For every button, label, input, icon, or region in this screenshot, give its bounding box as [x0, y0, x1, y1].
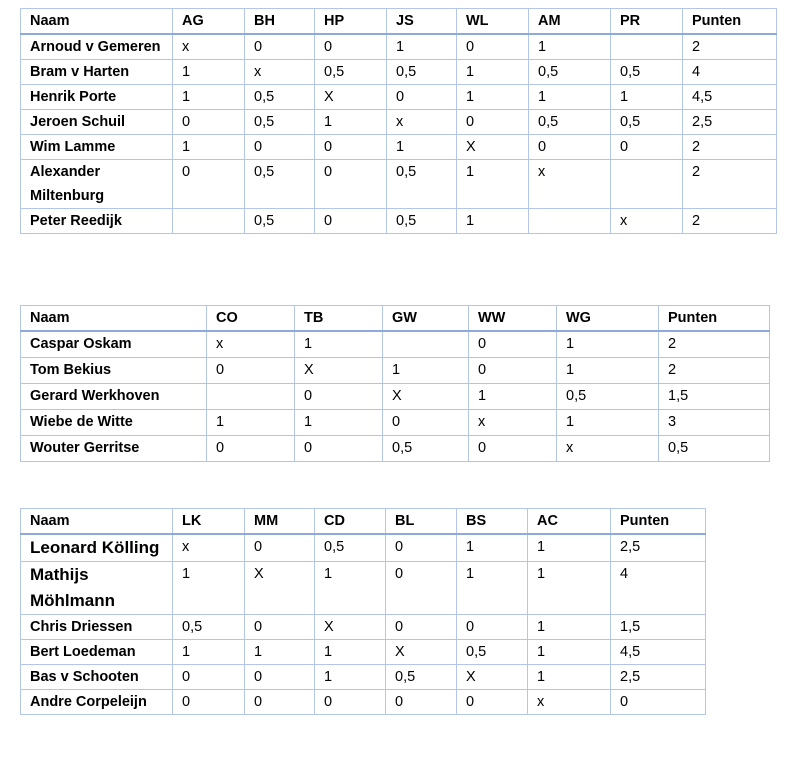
- score-cell: 0,5: [387, 160, 457, 209]
- table-row: [21, 358, 770, 384]
- score-cell: 0: [315, 135, 387, 160]
- player-name-cell: Peter Reedijk: [21, 209, 173, 234]
- score-cell: X: [315, 85, 387, 110]
- score-cell: [173, 209, 245, 234]
- player-name-cell: Caspar Oskam: [21, 331, 207, 358]
- table-header: [21, 9, 777, 35]
- score-cell: X: [295, 358, 383, 384]
- score-cell: 0: [173, 690, 245, 715]
- column-header-opponent: JS: [387, 9, 457, 35]
- score-cell: 0,5: [315, 534, 386, 562]
- score-cell: 0: [383, 410, 469, 436]
- column-header-opponent: PR: [611, 9, 683, 35]
- score-cell: x: [529, 160, 611, 209]
- points-cell: 2,5: [611, 534, 706, 562]
- table-row: [21, 562, 706, 615]
- score-cell: X: [383, 384, 469, 410]
- score-cell: 0,5: [173, 615, 245, 640]
- score-cell: 0,5: [387, 60, 457, 85]
- score-cell: X: [315, 615, 386, 640]
- score-cell: 1: [457, 534, 528, 562]
- score-cell: 0: [611, 135, 683, 160]
- score-cell: 1: [557, 358, 659, 384]
- score-cell: 1: [529, 85, 611, 110]
- table-row: [21, 615, 706, 640]
- score-cell: X: [386, 640, 457, 665]
- score-cell: 0: [173, 160, 245, 209]
- points-cell: 2: [683, 34, 777, 60]
- column-header-opponent: BL: [386, 509, 457, 535]
- standings-table-3: [20, 508, 706, 715]
- score-cell: 1: [457, 562, 528, 615]
- score-cell: 0: [315, 34, 387, 60]
- player-name-cell: Wiebe de Witte: [21, 410, 207, 436]
- score-cell: 1: [529, 34, 611, 60]
- header-row: [21, 306, 770, 332]
- column-header-name: Naam: [21, 306, 207, 332]
- score-cell: x: [245, 60, 315, 85]
- score-cell: 0: [245, 615, 315, 640]
- column-header-opponent: WW: [469, 306, 557, 332]
- score-cell: x: [387, 110, 457, 135]
- score-cell: 1: [387, 34, 457, 60]
- column-header-opponent: HP: [315, 9, 387, 35]
- table-row: [21, 665, 706, 690]
- score-cell: 1: [457, 160, 529, 209]
- score-cell: 1: [173, 562, 245, 615]
- table-row: [21, 135, 777, 160]
- score-cell: 1: [528, 665, 611, 690]
- column-header-points: Punten: [659, 306, 770, 332]
- score-cell: 1: [528, 640, 611, 665]
- score-cell: 1: [528, 562, 611, 615]
- points-cell: 4,5: [611, 640, 706, 665]
- score-cell: 0,5: [529, 110, 611, 135]
- table-header: [21, 306, 770, 332]
- score-cell: x: [469, 410, 557, 436]
- player-name-cell: Arnoud v Gemeren: [21, 34, 173, 60]
- table-row: [21, 690, 706, 715]
- score-cell: 1: [173, 85, 245, 110]
- score-cell: 0: [386, 562, 457, 615]
- points-cell: 0,5: [659, 436, 770, 462]
- column-header-opponent: AM: [529, 9, 611, 35]
- player-name-cell: Tom Bekius: [21, 358, 207, 384]
- score-cell: 1: [457, 60, 529, 85]
- score-cell: 0,5: [245, 160, 315, 209]
- column-header-opponent: GW: [383, 306, 469, 332]
- player-name-cell: Leonard Kölling: [21, 534, 173, 562]
- score-cell: 1: [387, 135, 457, 160]
- column-header-opponent: CO: [207, 306, 295, 332]
- score-cell: 0: [315, 160, 387, 209]
- score-cell: 1: [457, 85, 529, 110]
- score-cell: 0: [295, 384, 383, 410]
- score-cell: 0,5: [245, 209, 315, 234]
- score-cell: 0: [245, 135, 315, 160]
- score-cell: [207, 384, 295, 410]
- column-header-opponent: WL: [457, 9, 529, 35]
- points-cell: 0: [611, 690, 706, 715]
- points-cell: 2: [659, 331, 770, 358]
- player-name-cell: Henrik Porte: [21, 85, 173, 110]
- score-cell: 0,5: [245, 85, 315, 110]
- table-row: [21, 331, 770, 358]
- score-cell: 1: [315, 562, 386, 615]
- table-row: [21, 640, 706, 665]
- score-cell: x: [528, 690, 611, 715]
- score-cell: 0: [245, 34, 315, 60]
- score-cell: 1: [611, 85, 683, 110]
- score-cell: 0: [295, 436, 383, 462]
- score-cell: 1: [173, 135, 245, 160]
- table-body: [21, 331, 770, 462]
- score-cell: 0: [386, 534, 457, 562]
- score-cell: 0,5: [383, 436, 469, 462]
- score-cell: x: [557, 436, 659, 462]
- score-cell: 0: [469, 358, 557, 384]
- points-cell: 2,5: [683, 110, 777, 135]
- player-name-cell: Bert Loedeman: [21, 640, 173, 665]
- player-name-cell: Bram v Harten: [21, 60, 173, 85]
- header-row: [21, 509, 706, 535]
- table-row: [21, 60, 777, 85]
- column-header-points: Punten: [611, 509, 706, 535]
- score-cell: 0,5: [245, 110, 315, 135]
- player-name-cell: Gerard Werkhoven: [21, 384, 207, 410]
- score-cell: 0: [173, 110, 245, 135]
- score-cell: 0,5: [529, 60, 611, 85]
- column-header-opponent: AG: [173, 9, 245, 35]
- score-cell: 0,5: [557, 384, 659, 410]
- table-row: [21, 85, 777, 110]
- score-cell: [383, 331, 469, 358]
- score-cell: 0: [386, 615, 457, 640]
- score-cell: 1: [383, 358, 469, 384]
- column-header-opponent: WG: [557, 306, 659, 332]
- score-cell: 0,5: [457, 640, 528, 665]
- points-cell: 4,5: [683, 85, 777, 110]
- points-cell: 3: [659, 410, 770, 436]
- column-header-opponent: TB: [295, 306, 383, 332]
- score-cell: 1: [315, 640, 386, 665]
- column-header-opponent: MM: [245, 509, 315, 535]
- score-cell: 0: [386, 690, 457, 715]
- table-body: [21, 534, 706, 715]
- score-cell: X: [245, 562, 315, 615]
- score-cell: 0: [173, 665, 245, 690]
- score-cell: X: [457, 135, 529, 160]
- points-cell: 1,5: [611, 615, 706, 640]
- score-cell: x: [173, 534, 245, 562]
- score-cell: 1: [245, 640, 315, 665]
- points-cell: 2,5: [611, 665, 706, 690]
- table-row: [21, 384, 770, 410]
- column-header-name: Naam: [21, 509, 173, 535]
- score-cell: 0,5: [611, 110, 683, 135]
- score-cell: 0: [529, 135, 611, 160]
- column-header-opponent: LK: [173, 509, 245, 535]
- player-name-cell: Chris Driessen: [21, 615, 173, 640]
- points-cell: 2: [659, 358, 770, 384]
- table-row: [21, 436, 770, 462]
- points-cell: 2: [683, 209, 777, 234]
- score-cell: X: [457, 665, 528, 690]
- table-header: [21, 509, 706, 535]
- score-cell: 1: [557, 331, 659, 358]
- score-cell: 0,5: [387, 209, 457, 234]
- column-header-points: Punten: [683, 9, 777, 35]
- score-cell: 0: [245, 665, 315, 690]
- score-cell: 1: [528, 615, 611, 640]
- table-row: [21, 209, 777, 234]
- score-cell: 1: [557, 410, 659, 436]
- column-header-opponent: BS: [457, 509, 528, 535]
- score-cell: 1: [315, 110, 387, 135]
- score-cell: 1: [173, 640, 245, 665]
- table-row: [21, 160, 777, 209]
- score-cell: 0,5: [386, 665, 457, 690]
- player-name-cell: Bas v Schooten: [21, 665, 173, 690]
- score-cell: 1: [469, 384, 557, 410]
- points-cell: 2: [683, 135, 777, 160]
- score-cell: x: [207, 331, 295, 358]
- score-cell: 0: [457, 110, 529, 135]
- player-name-cell: Wouter Gerritse: [21, 436, 207, 462]
- score-cell: 0: [245, 534, 315, 562]
- points-cell: 4: [683, 60, 777, 85]
- column-header-name: Naam: [21, 9, 173, 35]
- score-cell: 1: [207, 410, 295, 436]
- player-name-cell: Mathijs Möhlmann: [21, 562, 173, 615]
- score-cell: 0,5: [611, 60, 683, 85]
- player-name-cell: Alexander Miltenburg: [21, 160, 173, 209]
- score-cell: [611, 34, 683, 60]
- score-cell: 1: [457, 209, 529, 234]
- table-row: [21, 110, 777, 135]
- score-cell: 1: [295, 331, 383, 358]
- table-row: [21, 534, 706, 562]
- score-cell: x: [611, 209, 683, 234]
- table-row: [21, 34, 777, 60]
- score-cell: 1: [295, 410, 383, 436]
- score-cell: 0: [457, 615, 528, 640]
- player-name-cell: Wim Lamme: [21, 135, 173, 160]
- points-cell: 4: [611, 562, 706, 615]
- table-row: [21, 410, 770, 436]
- player-name-cell: Andre Corpeleijn: [21, 690, 173, 715]
- score-cell: 1: [528, 534, 611, 562]
- points-cell: 1,5: [659, 384, 770, 410]
- score-cell: 0: [207, 436, 295, 462]
- score-cell: 0: [207, 358, 295, 384]
- score-cell: 0: [469, 331, 557, 358]
- score-cell: [529, 209, 611, 234]
- score-cell: 0: [315, 209, 387, 234]
- column-header-opponent: CD: [315, 509, 386, 535]
- score-cell: 1: [315, 665, 386, 690]
- column-header-opponent: AC: [528, 509, 611, 535]
- score-cell: 0,5: [315, 60, 387, 85]
- score-cell: 0: [315, 690, 386, 715]
- column-header-opponent: BH: [245, 9, 315, 35]
- header-row: [21, 9, 777, 35]
- score-cell: 0: [457, 690, 528, 715]
- score-cell: 1: [173, 60, 245, 85]
- score-cell: [611, 160, 683, 209]
- standings-table-1: [20, 8, 777, 234]
- score-cell: 0: [387, 85, 457, 110]
- standings-table-2: [20, 305, 770, 462]
- score-cell: 0: [457, 34, 529, 60]
- score-cell: 0: [245, 690, 315, 715]
- player-name-cell: Jeroen Schuil: [21, 110, 173, 135]
- table-body: [21, 34, 777, 234]
- score-cell: x: [173, 34, 245, 60]
- score-cell: 0: [469, 436, 557, 462]
- points-cell: 2: [683, 160, 777, 209]
